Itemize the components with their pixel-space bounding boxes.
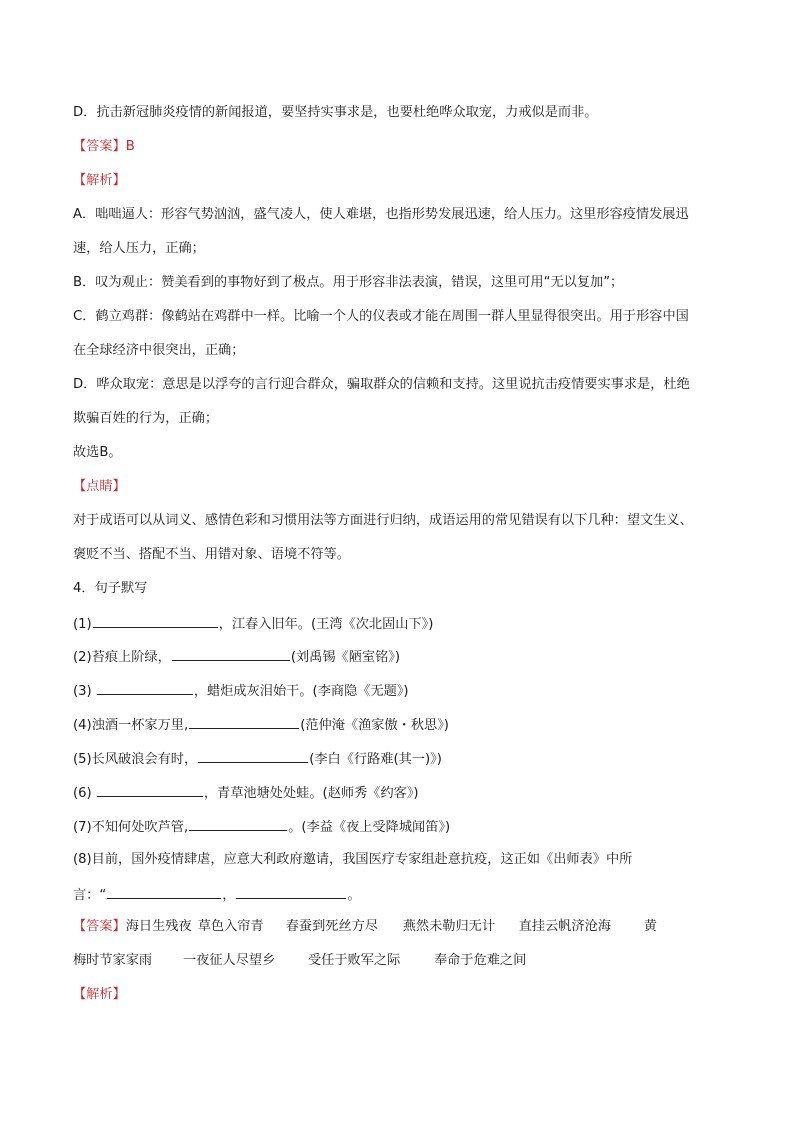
q4-item-num: (7)不知何处吹芦管, <box>73 820 189 835</box>
analysis-c-line1: C．鹤立鸡群：像鹤站在鸡群中一样。比喻一个人的仪表或才能在周围一群人里显得很突出。用于形容中国 <box>73 309 689 324</box>
q4-item-1 <box>73 614 725 634</box>
q4-item-num: (6) <box>73 786 96 801</box>
q4-answer-tag: 【答案】 <box>73 919 126 934</box>
fill-blank <box>236 885 346 899</box>
answer-item: 直挂云帆济沧海 <box>518 919 612 934</box>
option-d: D．抗击新冠肺炎疫情的新闻报道，要坚持实事求是，也要杜绝哗众取宠，力戒似是而非。 <box>73 105 598 120</box>
q4-answer-line1 <box>73 918 725 936</box>
q4-item-num: (1) <box>73 617 92 632</box>
answer-item: 春蚕到死丝方尽 <box>285 919 379 934</box>
q4-item-4 <box>73 715 725 735</box>
answer-item: 奉命于危难之间 <box>434 953 527 968</box>
fill-blank <box>97 681 193 695</box>
answer-item: 海日生残夜 <box>125 919 192 934</box>
q4-item-text: 言：“ <box>73 888 107 903</box>
analysis-a-line1: A．咄咄逼人：形容气势汹汹，盛气凌人，使人难堪，也指形势发展迅速，给人压力。这里形容疫情发展迅 <box>73 207 689 222</box>
q4-item-5 <box>73 749 725 769</box>
q4-item-3 <box>73 681 725 701</box>
fill-blank <box>189 817 287 831</box>
q4-item-text: (8)目前，国外疫情肆虐，应意大利政府邀请，我国医疗专家组赴意抗疫，这正如《出师表》中所 <box>73 852 633 867</box>
answer-item: 燕然未勒归无计 <box>402 919 496 934</box>
answer-line <box>73 138 725 156</box>
q4-item-num: (3) <box>73 684 96 699</box>
fill-blank <box>93 614 218 628</box>
analysis-d-line1: D．哗众取宠：意思是以浮夸的言行迎合群众，骗取群众的信赖和支持。这里说抗击疫情要实事求是，杜绝 <box>73 377 690 392</box>
fill-blank <box>107 885 221 899</box>
answer-item: 梅时节家家雨 <box>73 953 153 968</box>
comment-line2: 褒贬不当、搭配不当、用错对象、语境不符等。 <box>73 547 350 562</box>
analysis-tag: 【解析】 <box>73 173 126 188</box>
q4-item-2 <box>73 647 725 667</box>
q4-item-8-line2 <box>73 885 725 905</box>
fill-blank <box>172 647 290 661</box>
analysis-d-line2: 欺骗百姓的行为，正确； <box>73 411 219 426</box>
q4-item-7 <box>73 817 725 837</box>
fill-blank <box>189 715 299 729</box>
q4-item-text: 。(李益《夜上受降城闻笛》) <box>288 820 451 835</box>
answer-item: 受任于败军之际 <box>308 953 401 968</box>
q4-answer-line2 <box>73 952 725 970</box>
q4-item-8 <box>73 851 725 869</box>
q4-item-text: (刘禹锡《陋室铭》) <box>290 650 401 665</box>
analysis-conclusion: 故选B。 <box>73 445 122 460</box>
q4-item-num: (4)浊酒一杯家万里, <box>73 718 189 733</box>
q4-item-num: (5)长风破浪会有时， <box>73 752 198 767</box>
q4-item-text: ，青草池塘处处蛙。(赵师秀《约客》) <box>203 786 419 801</box>
q4-item-text: ， <box>222 888 236 903</box>
q4-analysis-tag: 【解析】 <box>73 987 126 1002</box>
q4-item-text: 。 <box>347 888 361 903</box>
comment-line1: 对于成语可以从词义、感情色彩和习惯用法等方面进行归纳，成语运用的常见错误有以下几种：望文生义、 <box>73 513 693 528</box>
answer-item: 草色入帘青 <box>197 919 264 934</box>
q4-title: 4．句子默写 <box>73 581 148 596</box>
q4-item-text: (李白《行路难(其一)》) <box>309 752 442 767</box>
answer-item: 一夜征人尽望乡 <box>183 953 276 968</box>
comment-tag: 【点睛】 <box>73 479 126 494</box>
q4-item-text: ，蜡炬成灰泪始干。(李商隐《无题》) <box>193 684 409 699</box>
q4-item-text: (范仲淹《渔家傲・秋思》) <box>300 718 449 733</box>
analysis-a-line2: 速，给人压力，正确； <box>73 241 205 256</box>
fill-blank <box>198 749 308 763</box>
answer-item: 黄 <box>643 919 657 934</box>
answer-value: B <box>125 139 135 154</box>
q4-item-text: ，江春入旧年。(王湾《次北固山下》) <box>218 617 434 632</box>
answer-tag: 【答案】 <box>73 139 126 154</box>
analysis-b-line: B．叹为观止：赞美看到的事物好到了极点。用于形容非法表演，错误，这里可用“无以复加”； <box>73 275 624 290</box>
q4-item-6 <box>73 783 725 803</box>
analysis-c-line2: 在全球经济中很突出，正确； <box>73 343 245 358</box>
q4-item-num: (2)苔痕上阶绿， <box>73 650 171 665</box>
fill-blank <box>97 783 203 797</box>
